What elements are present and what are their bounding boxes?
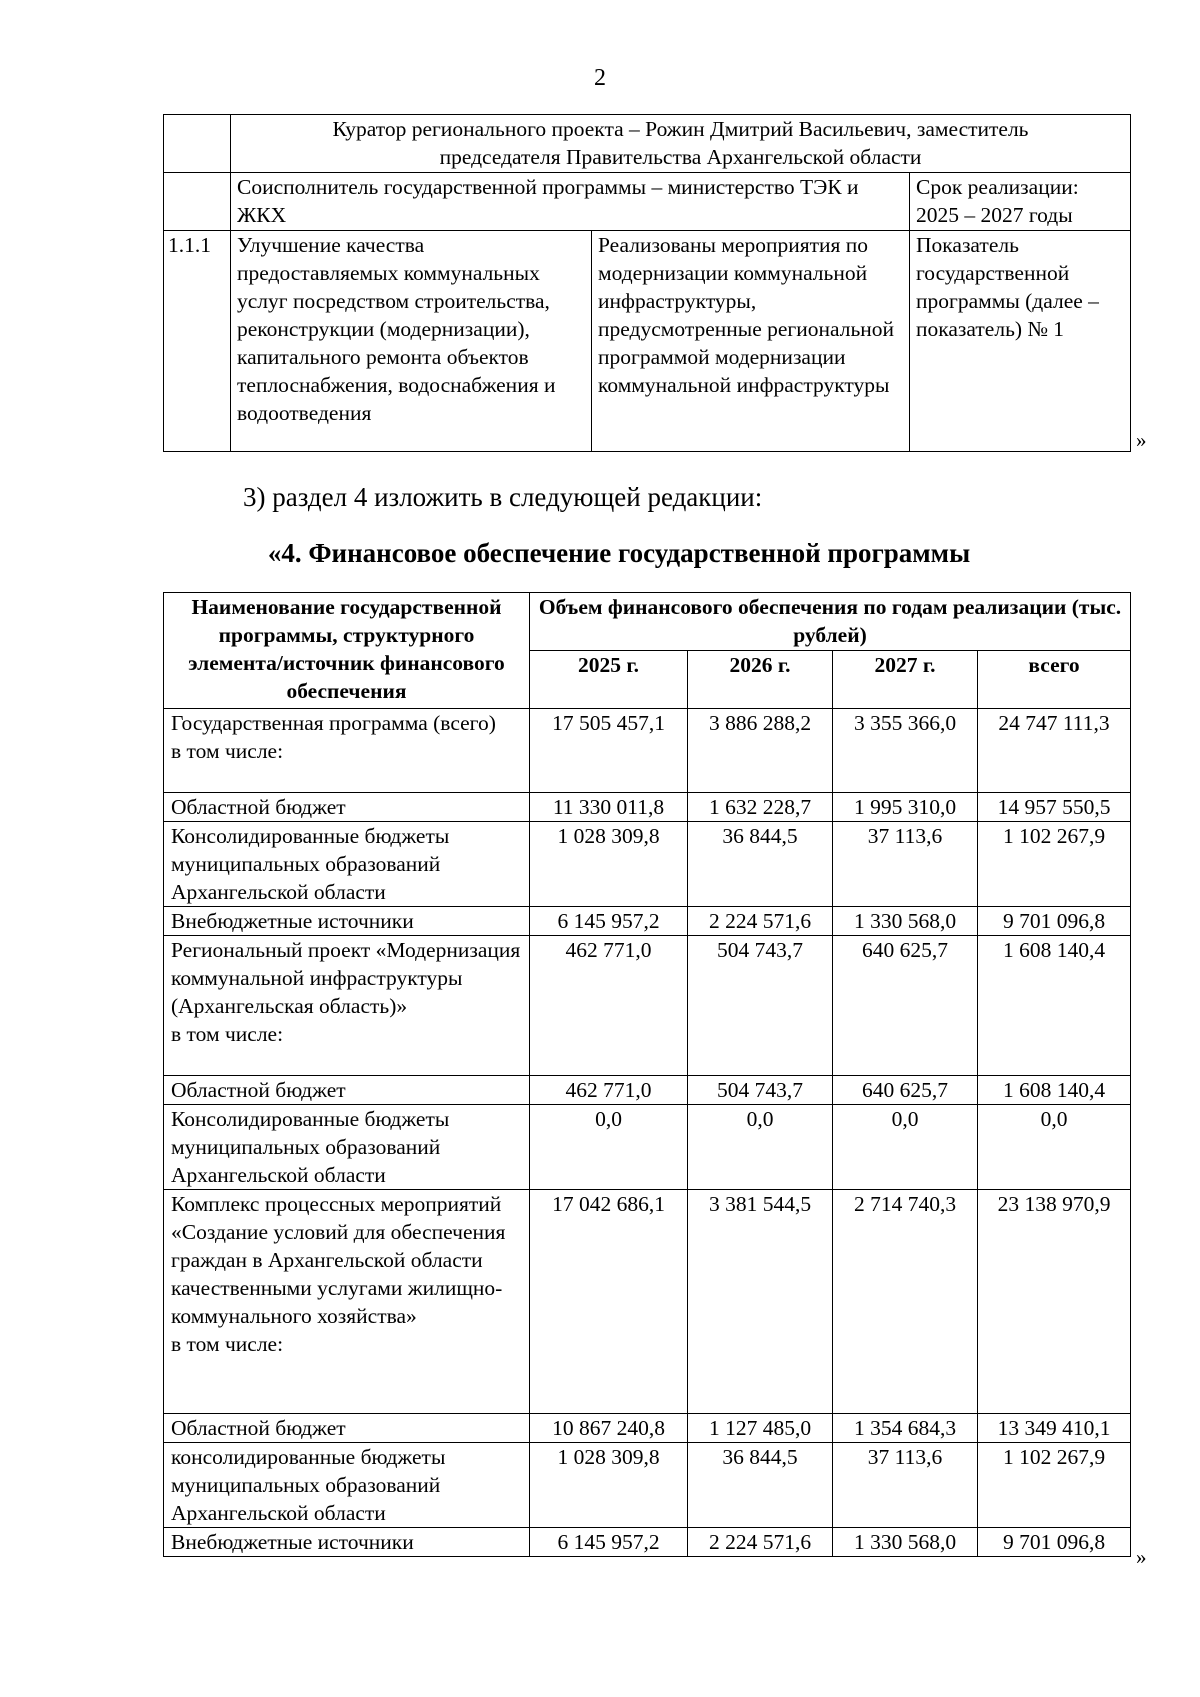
value-2026: 2 224 571,6 (688, 1528, 833, 1557)
row-name: Областной бюджет (164, 1076, 530, 1105)
table-row (164, 1190, 1131, 1414)
header-name: Наименование государственной программы, структурного элемента/источник финансового обеспечения (164, 593, 530, 709)
value-total: 23 138 970,9 (978, 1190, 1131, 1414)
value-2026: 36 844,5 (688, 822, 833, 907)
value-2027: 1 995 310,0 (833, 793, 978, 822)
header-total: всего (978, 651, 1131, 709)
value-total: 1 102 267,9 (978, 822, 1131, 907)
row-number: 1.1.1 (164, 231, 231, 452)
table-row (164, 907, 1131, 936)
term-cell: Срок реализации: 2025 – 2027 годы (910, 173, 1131, 231)
value-2026: 1 127 485,0 (688, 1414, 833, 1443)
value-2027: 37 113,6 (833, 1443, 978, 1528)
value-2027: 1 354 684,3 (833, 1414, 978, 1443)
value-2026: 36 844,5 (688, 1443, 833, 1528)
table-row (164, 709, 1131, 793)
row-name: Региональный проект «Модернизация коммунальной инфраструктуры (Архангельская область)» в том числе: (164, 936, 530, 1076)
value-2026: 504 743,7 (688, 1076, 833, 1105)
table-row (164, 1105, 1131, 1190)
curator-cell: Куратор регионального проекта – Рожин Дмитрий Васильевич, заместитель председателя Правительства Архангельской области (231, 115, 1131, 173)
indicator-cell: Показатель государственной программы (далее – показатель) № 1 (910, 231, 1131, 452)
value-2026: 0,0 (688, 1105, 833, 1190)
value-total: 1 608 140,4 (978, 1076, 1131, 1105)
curator-table (163, 114, 1131, 452)
table-row (164, 1414, 1131, 1443)
value-2025: 1 028 309,8 (530, 1443, 688, 1528)
empty-cell (164, 173, 231, 231)
instruction-text: 3) раздел 4 изложить в следующей редакции: (243, 482, 763, 512)
row-name: Консолидированные бюджеты муниципальных образований Архангельской области (164, 1105, 530, 1190)
value-2025: 462 771,0 (530, 1076, 688, 1105)
value-2025: 0,0 (530, 1105, 688, 1190)
value-2027: 1 330 568,0 (833, 1528, 978, 1557)
value-2025: 1 028 309,8 (530, 822, 688, 907)
value-2025: 17 505 457,1 (530, 709, 688, 793)
value-total: 9 701 096,8 (978, 1528, 1131, 1557)
section-title (0, 537, 1200, 569)
value-2025: 17 042 686,1 (530, 1190, 688, 1414)
result-cell: Реализованы мероприятия по модернизации коммунальной инфраструктуры, предусмотренные региональной программой модернизации коммунальной инфраструктуры (592, 231, 910, 452)
coexecutor-cell: Соисполнитель государственной программы – министерство ТЭК и ЖКХ (231, 173, 910, 231)
row-name: Государственная программа (всего) в том числе: (164, 709, 530, 793)
value-2025: 10 867 240,8 (530, 1414, 688, 1443)
table-row (164, 1528, 1131, 1557)
value-2026: 504 743,7 (688, 936, 833, 1076)
header-volume: Объем финансового обеспечения по годам реализации (тыс. рублей) (530, 593, 1131, 651)
finance-rows (164, 709, 1131, 1557)
row-name: Областной бюджет (164, 1414, 530, 1443)
page-number: 2 (594, 65, 606, 91)
row-name: Консолидированные бюджеты муниципальных образований Архангельской области (164, 822, 530, 907)
row-name: Внебюджетные источники (164, 907, 530, 936)
value-2027: 2 714 740,3 (833, 1190, 978, 1414)
table-row (164, 1443, 1131, 1528)
value-2027: 0,0 (833, 1105, 978, 1190)
value-2026: 2 224 571,6 (688, 907, 833, 936)
table-row (164, 1076, 1131, 1105)
value-2026: 3 381 544,5 (688, 1190, 833, 1414)
header-2026: 2026 г. (688, 651, 833, 709)
value-2025: 11 330 011,8 (530, 793, 688, 822)
value-2027: 3 355 366,0 (833, 709, 978, 793)
value-2027: 1 330 568,0 (833, 907, 978, 936)
value-2026: 1 632 228,7 (688, 793, 833, 822)
table-row (164, 793, 1131, 822)
value-total: 9 701 096,8 (978, 907, 1131, 936)
header-2025: 2025 г. (530, 651, 688, 709)
value-total: 14 957 550,5 (978, 793, 1131, 822)
row-name: Внебюджетные источники (164, 1528, 530, 1557)
value-2027: 640 625,7 (833, 936, 978, 1076)
closing-quote: » (1136, 428, 1147, 452)
empty-cell (164, 115, 231, 173)
task-cell: Улучшение качества предоставляемых коммунальных услуг посредством строительства, реконструкции (модернизации), капитального ремонта объектов теплоснабжения, водоснабжения и водоотведения (231, 231, 592, 452)
value-total: 0,0 (978, 1105, 1131, 1190)
value-2025: 6 145 957,2 (530, 907, 688, 936)
row-name: консолидированные бюджеты муниципальных образований Архангельской области (164, 1443, 530, 1528)
value-total: 1 102 267,9 (978, 1443, 1131, 1528)
value-total: 1 608 140,4 (978, 936, 1131, 1076)
value-2026: 3 886 288,2 (688, 709, 833, 793)
finance-table (163, 592, 1131, 1557)
table-row (164, 822, 1131, 907)
table-row (164, 936, 1131, 1076)
closing-quote: » (1136, 1545, 1147, 1569)
header-2027: 2027 г. (833, 651, 978, 709)
value-2027: 640 625,7 (833, 1076, 978, 1105)
value-2025: 462 771,0 (530, 936, 688, 1076)
value-total: 24 747 111,3 (978, 709, 1131, 793)
value-total: 13 349 410,1 (978, 1414, 1131, 1443)
value-2025: 6 145 957,2 (530, 1528, 688, 1557)
row-name: Комплекс процессных мероприятий «Создание условий для обеспечения граждан в Архангельской области качественными услугами жилищно-коммунального хозяйства» в том числе: (164, 1190, 530, 1414)
value-2027: 37 113,6 (833, 822, 978, 907)
section-title-text: «4. Финансовое обеспечение государственной программы (267, 538, 971, 568)
row-name: Областной бюджет (164, 793, 530, 822)
